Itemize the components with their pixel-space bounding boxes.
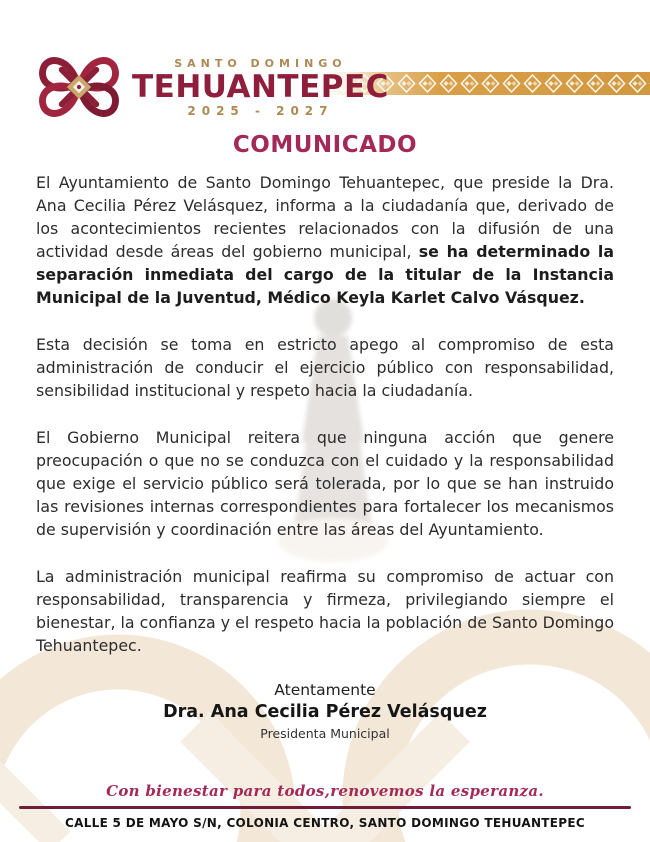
signatory-role: Presidenta Municipal [260, 726, 390, 741]
divider-rule [19, 806, 631, 809]
paragraph-1 [36, 171, 614, 309]
page-title: COMUNICADO [232, 132, 418, 158]
paragraph-3: El Gobierno Municipal reitera que ninguna acción que genere preocupación o que no se conduzca con el cuidado y la responsabilidad que exige el servicio público será tolerada, por lo que se han instruido las revisiones internas correspondientes para fortalecer los mecanismos de supervisión y coordinación entre las áreas del Ayuntamiento. [36, 428, 614, 539]
knot-logo-icon [36, 44, 122, 130]
logo-name-line: TEHUANTEPEC [132, 68, 389, 105]
paragraph-4: La administración municipal reafirma su compromiso de actuar con responsabilidad, transparencia y firmeza, privilegiando siempre el bienestar, la confianza y el respeto hacia la población de Santo Domingo Tehuantepec. [36, 567, 614, 655]
municipal-logo [36, 44, 389, 130]
footer [0, 782, 650, 830]
bold-statement: se ha determinado la separación inmediata del cargo de la titular de la Instancia Municipal de la Juventud, Médico Keyla Karlet Calvo Vásquez. [36, 242, 614, 307]
communique-body [36, 171, 614, 741]
signatory-name: Dra. Ana Cecilia Pérez Velásquez [163, 702, 487, 722]
address-bar: CALLE 5 DE MAYO S/N, COLONIA CENTRO, SANTO DOMINGO TEHUANTEPEC [65, 816, 585, 830]
paragraph-1-text: El Ayuntamiento de Santo Domingo Tehuantepec, que preside la Dra. Ana Cecilia Pérez Velásquez, informa a la ciudadanía que, derivado de los acontecimientos recientes relacionados con la difusión de una actividad desde áreas del gobierno municipal, [36, 173, 614, 261]
logo-text [132, 57, 389, 118]
signature-block [36, 681, 614, 741]
slogan: Con bienestar para todos,renovemos la esperanza. [106, 782, 544, 800]
paragraph-2: Esta decisión se toma en estricto apego al compromiso de esta administración de conducir el ejercicio público con responsabilidad, sensibilidad institucional y respeto hacia la ciudadanía. [36, 335, 614, 400]
logo-city-line: SANTO DOMINGO [174, 56, 347, 70]
logo-years-line: 2025 - 2027 [187, 103, 334, 118]
salutation: Atentamente [274, 681, 376, 699]
